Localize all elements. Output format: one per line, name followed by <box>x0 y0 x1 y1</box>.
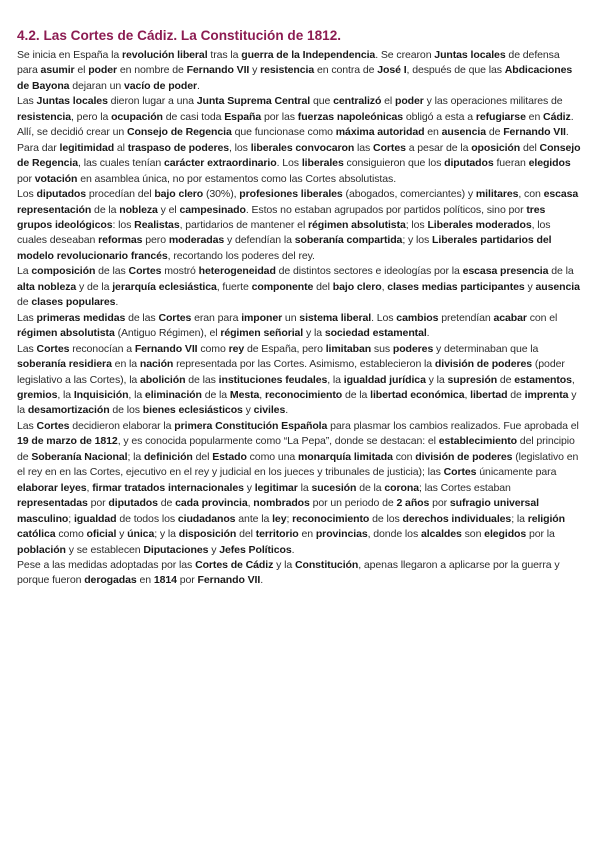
text-run: decidieron elaborar la <box>69 419 175 432</box>
text-run: , las cuales tenían <box>78 157 164 170</box>
bold-term: régimen absolutista <box>17 327 115 340</box>
text-run: ; la <box>127 450 144 463</box>
text-run: (30%), <box>203 188 240 201</box>
bold-term: Liberales moderados <box>427 218 532 231</box>
text-run: (legislativo en el rey en en las Cortes, ejecutivo en el rey y judicial en los jueces y tribunales de justicia); las <box>17 450 579 479</box>
text-run: Pese a las medidas adoptadas por las <box>17 558 196 571</box>
bold-term: sucesión <box>311 481 357 494</box>
text-run: . <box>426 327 430 340</box>
text-run: en <box>424 126 442 139</box>
bold-term: 19 de marzo de 1812 <box>17 435 118 448</box>
bold-term: disposición <box>178 528 237 541</box>
text-run: del <box>236 528 256 541</box>
text-run: , <box>259 388 265 401</box>
bold-term: elegidos <box>484 528 527 541</box>
bold-term: régimen señorial <box>220 327 304 340</box>
text-run: (poder legislativo a las Cortes), la <box>17 358 565 386</box>
text-run: y de la <box>76 280 113 293</box>
bold-term: reconocimiento <box>292 512 370 525</box>
text-run: ; y los <box>402 234 433 247</box>
text-run: y la <box>425 373 448 386</box>
bold-term: votación <box>34 172 78 185</box>
text-run: y se establecen <box>65 543 144 556</box>
text-run: en contra de <box>314 64 378 77</box>
paragraph-4 <box>17 187 583 264</box>
bold-term: escasa representación <box>17 188 579 216</box>
bold-term: guerra de la Independencia <box>241 49 376 61</box>
bold-term: Fernando VII <box>134 342 198 355</box>
bold-term: limitaban <box>325 342 372 355</box>
bold-term: rey <box>228 342 245 355</box>
bold-term: composición <box>31 265 96 278</box>
bold-term: bajo clero <box>332 280 382 293</box>
bold-term: ausencia <box>535 280 580 293</box>
bold-term: soberanía compartida <box>294 234 403 247</box>
text-run: y <box>208 543 220 556</box>
text-run: en <box>136 574 154 587</box>
text-run: ; los <box>405 218 428 231</box>
text-run: tras la <box>207 49 242 61</box>
text-run: con <box>392 450 416 463</box>
text-run: un <box>282 311 300 324</box>
text-run: , apenas llegaron a aplicarse por la guerra y porque fueron <box>17 558 560 587</box>
bold-term: poder <box>394 95 424 108</box>
bold-term: ciudadanos <box>177 512 236 525</box>
bold-term: Jefes Políticos <box>219 543 292 556</box>
text-run: , fuerte <box>216 280 252 293</box>
bold-term: única <box>127 528 155 541</box>
text-run: el <box>381 95 395 108</box>
bold-term: Cortes <box>36 419 70 432</box>
text-run: , la <box>128 388 145 401</box>
text-run: como <box>197 342 229 355</box>
bold-term: Cortes de Cádiz <box>195 558 274 571</box>
text-run: que funcionase como <box>231 126 336 139</box>
text-run: . Se crearon <box>375 49 435 61</box>
bold-term: oficial <box>86 528 117 541</box>
bold-term: ausencia <box>441 126 486 139</box>
bold-term: civiles <box>253 404 286 417</box>
bold-term: libertad <box>470 388 508 401</box>
bold-term: derogadas <box>84 574 137 587</box>
text-run: la <box>297 481 312 494</box>
bold-term: sufragio universal masculino <box>17 497 539 525</box>
text-run: , partidarios de mantener el <box>179 218 309 231</box>
text-run: pretendían <box>438 311 494 324</box>
bold-term: legitimidad <box>59 141 115 154</box>
text-run: ; y la <box>154 528 179 541</box>
bold-term: fuerzas napoleónicas <box>297 110 404 123</box>
bold-term: Juntas locales <box>434 49 506 61</box>
text-run: de <box>17 296 32 309</box>
bold-term: Inquisición <box>73 388 129 401</box>
bold-term: Soberanía Nacional <box>31 450 128 463</box>
bold-term: Abdicaciones de Bayona <box>17 64 573 92</box>
text-run: del principio de <box>17 435 575 463</box>
bold-term: carácter extraordinario <box>164 157 277 170</box>
bold-term: Consejo de Regencia <box>126 126 232 139</box>
text-run: , la <box>327 373 344 386</box>
bold-term: establecimiento <box>438 435 517 448</box>
bold-term: Fernando VII <box>197 574 261 587</box>
text-run: por un periodo de <box>309 497 397 510</box>
bold-term: Junta Suprema Central <box>196 95 311 108</box>
bold-term: alcaldes <box>420 528 462 541</box>
text-run: . Los <box>276 157 302 170</box>
text-run: en asamblea única, no por estamentos como las Cortes absolutistas. <box>77 172 397 185</box>
bold-term: firmar tratados internacionales <box>92 481 244 494</box>
bold-term: libertad económica <box>370 388 465 401</box>
bold-term: Constitución <box>294 558 359 571</box>
bold-term: España <box>224 110 262 123</box>
text-run: , los <box>229 141 251 154</box>
bold-term: elegidos <box>528 157 571 170</box>
text-run: , <box>86 481 93 494</box>
text-run: para plasmar los cambios realizados. Fue aprobada el <box>327 419 579 432</box>
text-run: . Estos no estaban agrupados por partidos políticos, sino por <box>245 203 527 216</box>
bold-term: gremios <box>17 388 58 401</box>
bold-term: ocupación <box>111 110 163 123</box>
bold-term: 1814 <box>153 574 177 587</box>
bold-term: sociedad estamental <box>324 327 427 340</box>
paragraph-1 <box>17 48 583 94</box>
text-run: , con <box>518 188 544 201</box>
bold-term: población <box>17 543 66 556</box>
text-run: . <box>291 543 295 556</box>
text-run: las <box>354 141 374 154</box>
text-run: de defensa para <box>17 49 560 77</box>
text-run: pero <box>142 234 169 247</box>
bold-term: cambios <box>396 311 439 324</box>
bold-term: poderes <box>392 342 434 355</box>
paragraph-3 <box>17 141 583 187</box>
bold-term: tres grupos ideológicos <box>17 203 546 231</box>
text-run: : los <box>112 218 135 231</box>
bold-term: traspaso de poderes <box>127 141 229 154</box>
text-run: por <box>87 497 109 510</box>
bold-term: 2 años <box>396 497 430 510</box>
bold-term: bajo clero <box>154 188 204 201</box>
text-run: y <box>116 528 128 541</box>
bold-term: Diputaciones <box>143 543 209 556</box>
text-run: y las operaciones militares de <box>423 95 563 108</box>
bold-term: moderadas <box>168 234 225 247</box>
bold-term: provincias <box>315 528 368 541</box>
text-run: y la <box>303 327 325 340</box>
bold-term: oposición <box>471 141 521 154</box>
bold-term: soberanía residiera <box>17 358 112 371</box>
text-run: dejaran un <box>69 79 124 92</box>
bold-term: supresión <box>447 373 498 386</box>
text-run: de la <box>356 481 385 494</box>
bold-term: Estado <box>212 450 247 463</box>
bold-term: asumir <box>40 64 75 77</box>
bold-term: José I <box>377 64 407 77</box>
text-run: , los cuales deseaban <box>17 218 551 247</box>
text-run: (Antiguo Régimen), el <box>114 327 221 340</box>
bold-term: régimen absolutista <box>308 218 406 231</box>
bold-term: Juntas locales <box>36 95 108 108</box>
bold-term: eliminación <box>144 388 202 401</box>
text-run: como <box>55 528 87 541</box>
text-run: Las <box>17 419 37 432</box>
text-run: de <box>507 388 525 401</box>
text-run: en nombre de <box>117 64 187 77</box>
text-run: únicamente para <box>476 466 557 479</box>
text-run: Las <box>17 311 37 324</box>
bold-term: militares <box>475 188 519 201</box>
bold-term: abolición <box>140 373 186 386</box>
text-run: por las <box>261 110 298 123</box>
text-run: y determinaban que la <box>433 342 539 355</box>
text-run: sus <box>371 342 393 355</box>
bold-term: Cortes <box>158 311 192 324</box>
text-run: y la <box>17 388 577 417</box>
bold-term: máxima autoridad <box>335 126 425 139</box>
text-run: reconocían a <box>69 342 135 355</box>
text-run: obligó a esta a <box>403 110 476 123</box>
bold-term: definición <box>143 450 193 463</box>
text-run: , <box>464 388 471 401</box>
paragraph-2 <box>17 94 583 140</box>
text-run: al <box>114 141 128 154</box>
bold-term: campesinado <box>179 203 246 216</box>
text-run: de España, pero <box>244 342 326 355</box>
text-run: de <box>157 497 176 510</box>
bold-term: Mesta <box>229 388 260 401</box>
text-run: de <box>497 373 515 386</box>
text-run: en <box>525 110 544 123</box>
paragraph-7 <box>17 342 583 419</box>
text-run: mostró <box>161 265 199 278</box>
bold-term: división de poderes <box>415 450 513 463</box>
bold-term: división de poderes <box>434 358 533 371</box>
bold-term: elaborar leyes <box>17 481 87 494</box>
text-run: La <box>17 265 32 278</box>
text-run: por <box>429 497 450 510</box>
document-body <box>17 48 583 589</box>
bold-term: nación <box>139 358 174 371</box>
text-run: de <box>486 126 504 139</box>
text-run: Para dar <box>17 141 60 154</box>
text-run: representada por las Cortes. Asimismo, establecieron la <box>173 358 435 371</box>
text-run: de las <box>125 311 159 324</box>
bold-term: monarquía limitada <box>297 450 393 463</box>
text-run: que <box>310 95 334 108</box>
text-run: ante la <box>235 512 273 525</box>
bold-term: liberales <box>301 157 344 170</box>
bold-term: derechos individuales <box>402 512 512 525</box>
bold-term: primera Constitución Española <box>174 419 328 432</box>
bold-term: alta nobleza <box>17 280 77 293</box>
text-run: y <box>249 64 261 77</box>
text-run: . <box>260 574 264 587</box>
bold-term: corona <box>384 481 419 494</box>
bold-term: profesiones liberales <box>239 188 343 201</box>
text-run: , la <box>57 388 74 401</box>
bold-term: bienes eclesiásticos <box>142 404 243 417</box>
bold-term: sistema liberal <box>299 311 372 324</box>
text-run: ; las Cortes estaban <box>418 481 511 494</box>
text-run: como una <box>246 450 298 463</box>
bold-term: Cortes <box>373 141 406 154</box>
text-run: en <box>298 528 316 541</box>
bold-term: igualdad <box>73 512 117 525</box>
text-run: , después de que las <box>406 64 505 77</box>
bold-term: Cádiz <box>543 110 571 123</box>
bold-term: clases populares <box>31 296 116 309</box>
bold-term: vacío de poder <box>123 79 197 92</box>
text-run: . Allí, se decidió crear un <box>17 110 574 139</box>
text-run: fueran <box>493 157 529 170</box>
bold-term: refugiarse <box>475 110 526 123</box>
paragraph-5 <box>17 264 583 310</box>
text-run: con el <box>526 311 558 324</box>
text-run: y <box>243 481 255 494</box>
text-run: por la <box>526 528 555 541</box>
bold-term: Cortes <box>443 466 477 479</box>
text-run: . Los <box>371 311 397 324</box>
bold-term: reconocimiento <box>264 388 343 401</box>
text-run: Las <box>17 95 37 108</box>
text-run: ; la <box>511 512 528 525</box>
bold-term: imprenta <box>524 388 569 401</box>
text-run: . <box>115 296 119 309</box>
bold-term: ley <box>272 512 287 525</box>
text-run: , recortando los poderes del rey. <box>167 249 315 262</box>
text-run: de casi toda <box>162 110 225 123</box>
text-run: Se inicia en España la <box>17 49 122 61</box>
bold-term: Cortes <box>128 265 162 278</box>
text-run: de todos los <box>116 512 178 525</box>
text-run: por <box>176 574 198 587</box>
bold-term: diputados <box>36 188 87 201</box>
bold-term: poder <box>88 64 118 77</box>
text-run: por <box>17 172 35 185</box>
text-run: y defendían la <box>224 234 295 247</box>
text-run: , y es conocida popularmente como “La Pepa”, donde se destacan: el <box>117 435 439 448</box>
bold-term: resistencia <box>260 64 315 77</box>
text-run: del <box>313 280 333 293</box>
bold-term: resistencia <box>17 110 72 123</box>
text-run: ; <box>286 512 293 525</box>
text-run: y <box>242 404 254 417</box>
bold-term: Cortes <box>36 342 70 355</box>
text-run: y el <box>157 203 180 216</box>
text-run: Las <box>17 342 37 355</box>
text-run: (abogados, comerciantes) y <box>342 188 476 201</box>
text-run: consiguieron que los <box>343 157 445 170</box>
text-run: de las <box>185 373 219 386</box>
text-run: del <box>520 141 540 154</box>
bold-term: diputados <box>444 157 494 170</box>
bold-term: igualdad jurídica <box>343 373 426 386</box>
text-run: de la <box>91 203 120 216</box>
bold-term: nobleza <box>119 203 158 216</box>
text-run: y <box>524 280 536 293</box>
bold-term: nombrados <box>253 497 310 510</box>
text-run: , pero la <box>71 110 112 123</box>
bold-term: liberales convocaron <box>250 141 355 154</box>
bold-term: reformas <box>98 234 143 247</box>
bold-term: Fernando VII <box>186 64 250 77</box>
text-run: , <box>381 280 388 293</box>
text-run: y la <box>273 558 295 571</box>
text-run: . <box>285 404 289 417</box>
text-run: ; <box>68 512 74 525</box>
text-run: son <box>461 528 485 541</box>
bold-term: representadas <box>17 497 88 510</box>
bold-term: Fernando VII <box>503 126 566 139</box>
bold-term: Realistas <box>134 218 180 231</box>
text-run: eran para <box>191 311 242 324</box>
bold-term: centralizó <box>333 95 382 108</box>
text-run: . <box>197 79 200 92</box>
text-run: del <box>192 450 213 463</box>
paragraph-9 <box>17 558 583 589</box>
paragraph-6 <box>17 311 583 342</box>
text-run: de la <box>548 265 574 278</box>
bold-term: acabar <box>493 311 527 324</box>
bold-term: jerarquía eclesiástica <box>112 280 217 293</box>
bold-term: clases medias participantes <box>387 280 525 293</box>
paragraph-8 <box>17 419 583 558</box>
bold-term: imponer <box>241 311 283 324</box>
text-run: procedían del <box>86 188 155 201</box>
text-run: . <box>565 126 569 139</box>
text-run: de los <box>109 404 143 417</box>
bold-term: territorio <box>255 528 299 541</box>
bold-term: instituciones feudales <box>218 373 328 386</box>
bold-term: primeras medidas <box>36 311 126 324</box>
bold-term: legitimar <box>254 481 298 494</box>
text-run: de los <box>369 512 403 525</box>
text-run: Los <box>17 188 37 201</box>
section-title: 4.2. Las Cortes de Cádiz. La Constitución de 1812. <box>17 28 342 43</box>
text-run: , donde los <box>367 528 421 541</box>
bold-term: desamortización <box>27 404 110 417</box>
text-run: , <box>571 373 575 386</box>
bold-term: heterogeneidad <box>198 265 276 278</box>
text-run: en la <box>111 358 140 371</box>
bold-term: componente <box>251 280 314 293</box>
text-run: el <box>74 64 89 77</box>
bold-term: estamentos <box>514 373 572 386</box>
text-run: de la <box>201 388 230 401</box>
text-run: a pesar de la <box>405 141 472 154</box>
bold-term: diputados <box>108 497 158 510</box>
text-run: de las <box>95 265 129 278</box>
bold-term: Liberales partidarios del modelo revolucionario francés <box>17 234 552 262</box>
bold-term: revolución liberal <box>122 49 208 61</box>
bold-term: Consejo de Regencia <box>17 141 581 170</box>
text-run: de la <box>342 388 371 401</box>
text-run: , <box>247 497 254 510</box>
bold-term: escasa presencia <box>462 265 549 278</box>
bold-term: cada provincia <box>175 497 248 510</box>
text-run: de distintos sectores e ideologías por la <box>275 265 463 278</box>
bold-term: religión católica <box>17 512 565 541</box>
text-run: dieron lugar a una <box>107 95 197 108</box>
